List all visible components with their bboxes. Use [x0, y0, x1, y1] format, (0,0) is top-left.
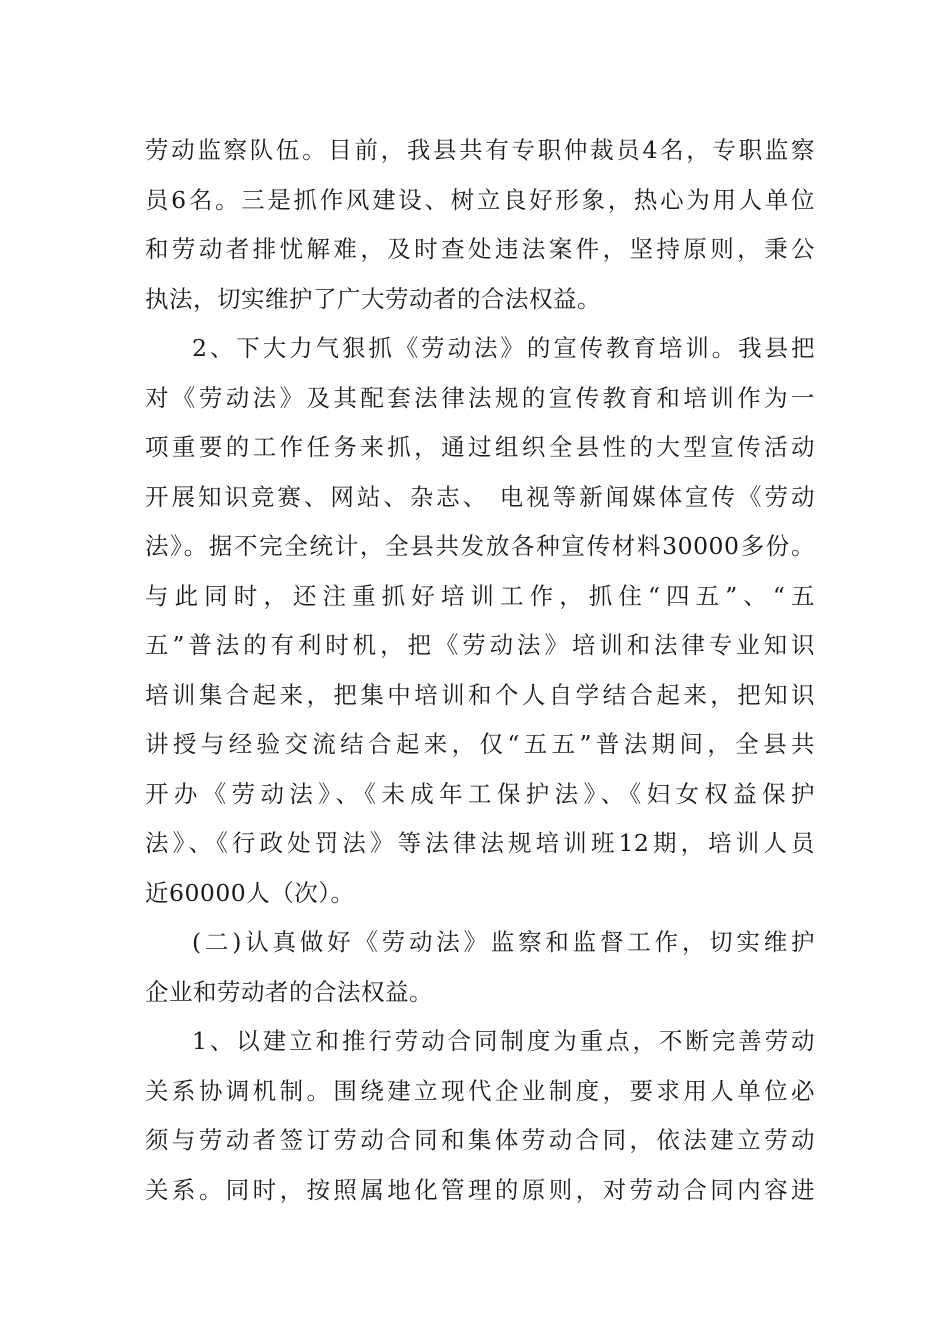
text-line: 须与劳动者签订劳动合同和集体劳动合同，依法建立劳动 [145, 1126, 815, 1154]
text-line: 五”普法的有利时机，把《劳动法》培训和法律专业知识 [145, 631, 815, 659]
text-line: 开展知识竞赛、网站、杂志、 电视等新闻媒体宣传《劳动 [145, 482, 815, 511]
section-heading-line: (二)认真做好《劳动法》监察和监督工作，切实维护 [192, 928, 815, 956]
text-line: 讲授与经验交流结合起来，仅“五五”普法期间，全县共 [145, 730, 815, 758]
text-line: 法》、《行政处罚法》等法律法规培训班12期，培训人员 [145, 829, 815, 857]
text-line: 关系。同时，按照属地化管理的原则，对劳动合同内容进 [145, 1175, 815, 1204]
text-line: 劳动监察队伍。目前，我县共有专职仲裁员4名，专职监察 [145, 136, 815, 164]
text-line: 法》。据不完全统计，全县共发放各种宣传材料30000多份。 [145, 532, 815, 560]
paragraph-start-line: 1、以建立和推行劳动合同制度为重点，不断完善劳动 [192, 1027, 815, 1055]
text-line: 关系协调机制。围绕建立现代企业制度，要求用人单位必 [145, 1076, 815, 1105]
text-line: 项重要的工作任务来抓，通过组织全县性的大型宣传活动 [145, 433, 815, 461]
document-body [145, 126, 815, 1215]
text-line: 培训集合起来，把集中培训和个人自学结合起来，把知识 [145, 680, 815, 709]
section-heading-line: 企业和劳动者的合法权益。 [145, 977, 433, 1006]
text-line: 近60000人（次）。 [145, 878, 355, 907]
text-line: 和劳动者排忧解难，及时查处违法案件，坚持原则，秉公 [145, 235, 815, 263]
text-line: 员6名。三是抓作风建设、树立良好形象，热心为用人单位 [145, 185, 815, 214]
text-line: 与此同时，还注重抓好培训工作，抓住“四五”、“五 [145, 581, 815, 610]
text-line: 对《劳动法》及其配套法律法规的宣传教育和培训作为一 [145, 383, 815, 412]
text-line: 开办《劳动法》、《未成年工保护法》、《妇女权益保护 [145, 779, 815, 808]
text-line: 执法，切实维护了广大劳动者的合法权益。 [145, 284, 601, 313]
paragraph-start-line: 2、下大力气狠抓《劳动法》的宣传教育培训。我县把 [192, 334, 815, 362]
